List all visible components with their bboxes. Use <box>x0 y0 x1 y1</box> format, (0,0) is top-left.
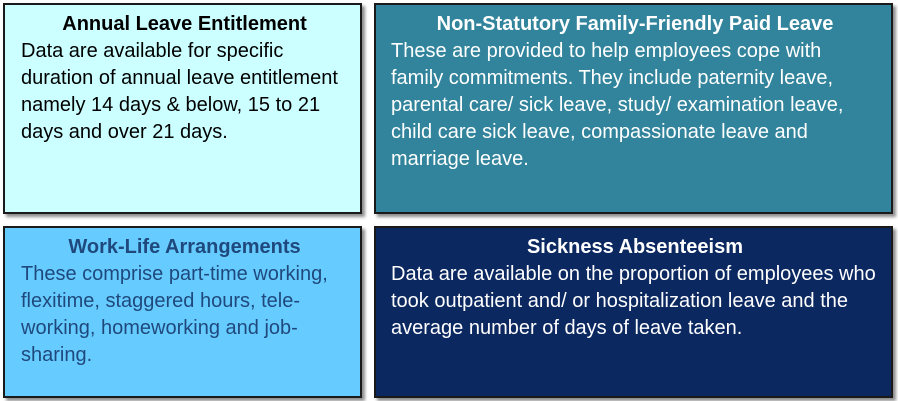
annual-leave-entitlement-box <box>3 3 362 214</box>
family-leave-description: These are provided to help employees cope with family commitments. They include paternity leave, parental care/ sick leave, study/ examination leave, child care sick leave, compassionate leave and marriage leave. <box>391 40 844 170</box>
family-friendly-leave-box <box>374 3 893 214</box>
annual-leave-description: Data are available for specific duration of annual leave entitlement namely 14 days & below, 15 to 21 days and over 21 days. <box>21 40 338 143</box>
sickness-title: Sickness Absenteeism <box>526 236 744 258</box>
sickness-description: Data are available on the proportion of employees who took outpatient and/ or hospitalization leave and the average number of days of leave taken. <box>391 263 876 339</box>
annual-leave-title: Annual Leave Entitlement <box>62 13 307 35</box>
sickness-absenteeism-box <box>374 226 893 398</box>
family-leave-title: Non-Statutory Family-Friendly Paid Leave <box>436 13 834 35</box>
work-life-arrangements-box <box>3 226 362 398</box>
work-life-description: These comprise part-time working, flexitime, staggered hours, tele-working, homeworking and job-sharing. <box>21 263 328 366</box>
work-life-title: Work-Life Arrangements <box>68 236 301 258</box>
